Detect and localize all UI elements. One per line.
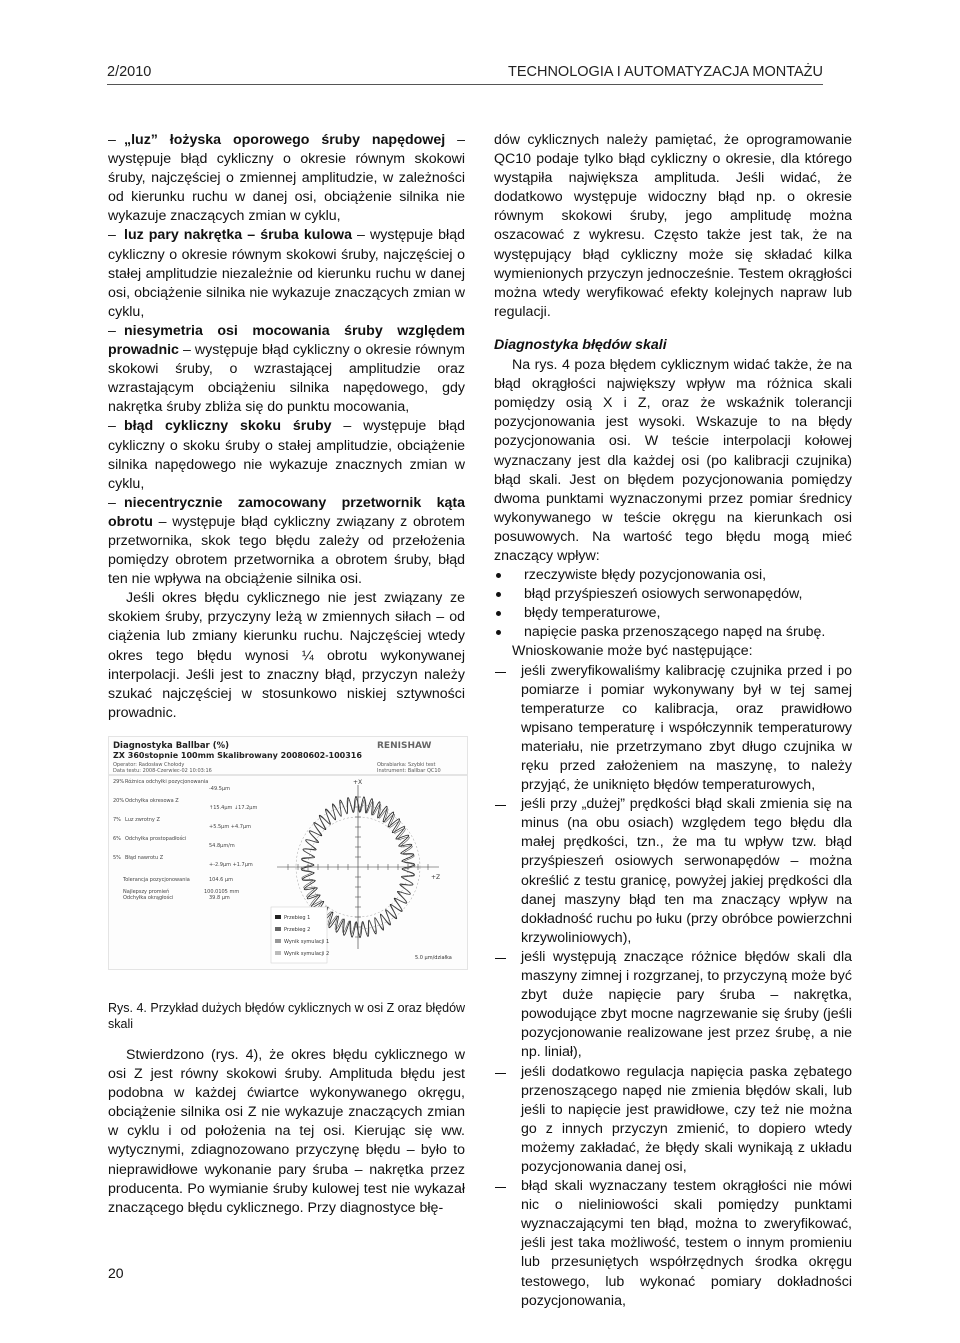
paragraph: Jeśli okres błędu cyklicznego nie jest związany ze skokiem śruby, przyczyny leżą w zmiennych siłach – od ciążenia lub zmiany kierunku ruchu. Najczęściej wtedy okres tego błędu wynosi ¼ obrotu wykonywanej interpolacji. Jeśli jest to znaczny błąd, przyczyn należy szukać najczęściej w stosunkowo niskiej sztywności prowadnic. bbox=[108, 590, 465, 721]
radius-label: Najlepszy promień bbox=[123, 889, 170, 895]
paragraph: dów cyklicznych należy pamiętać, że oprogramowanie QC10 podaje tylko błąd cykliczny o okresie, dla którego wystąpiła największa amplituda. Jeśli widać, że dodatkowo występuje widoczny błąd np. o okresie równym skokowi śruby, jego amplitudę można oszacować z wykresu. Często także jest tak, że na występujący błąd cykliczny może się składać kilka wymienionych przyczyn jednocześnie. Testem okrągłości można wtedy weryfikować efekty kolejnych napraw lub regulacji. bbox=[494, 132, 852, 320]
diag-value: +5.5μm +4.7μm bbox=[209, 824, 251, 830]
diag-value: 54.8μm/m bbox=[209, 843, 235, 849]
page-number: 20 bbox=[108, 1265, 124, 1281]
legend bbox=[271, 907, 329, 963]
paragraph: Wnioskowanie może być następujące: bbox=[512, 643, 753, 660]
header-journal: TECHNOLOGIA I AUTOMATYZACJA MONTAŻU bbox=[507, 64, 823, 80]
bullet-list bbox=[494, 566, 852, 642]
list-item: jeśli zweryfikowaliśmy kalibrację czujnika przed i po pomiarze i pomiar wykonywany był w tej samej temperaturze co kalibracja, oraz prawidłowo wpisano temperaturę i współczynnik temperaturowy materiału, nie przetrzymano zbyt długo czujnika w ręku przed założeniem na maszynę, to należy przyjąć, że uniknięto błędów temperaturowych, bbox=[494, 662, 852, 796]
description: – występuje błąd cykliczny związany z obrotem przetwornika, skok tego błędu zależy od przełożenia pomiędzy obrotem przetwornika a obrotem śruby, błąd ten nie wpływa na obciążenie silnika osi. bbox=[108, 513, 465, 588]
diag-percent: 7% bbox=[113, 817, 121, 823]
list-item: napięcie paska przenoszącego napęd na śrubę. bbox=[494, 623, 852, 642]
ballbar-plot bbox=[109, 737, 467, 969]
renishaw-logo: RENISHAW bbox=[377, 741, 432, 751]
term: błąd cykliczny skoku śruby bbox=[124, 418, 332, 435]
term: niecentrycznie zamocowany przetwornik kąta obrotu bbox=[108, 494, 465, 530]
legend-item: Przebieg 1 bbox=[284, 915, 311, 921]
diag-label: Odchyłka prostopadłości bbox=[125, 836, 187, 842]
description: – występuje błąd cykliczny o okresie równym skokowi śruby, o wzrastającej amplitudzie oraz wzrastającym obciążeniu silnika napędowego, gdy nakrętka śruby zbliża się do punktu mocowania, bbox=[108, 342, 465, 416]
list-item: błędy temperaturowe, bbox=[494, 604, 852, 623]
diag-label: Luz zwrotny Z bbox=[125, 817, 160, 823]
legend-item: Wynik symulacji 1 bbox=[284, 939, 330, 945]
section-heading: Diagnostyka błędów skali bbox=[494, 336, 667, 353]
term: „luz” łożyska oporowego śruby napędowej bbox=[124, 132, 446, 148]
diag-percent: 29% bbox=[113, 779, 125, 785]
scale-label: 5.0 μm/działka bbox=[415, 955, 452, 961]
diag-percent: 5% bbox=[113, 855, 121, 861]
axis-z-label: +Z bbox=[431, 874, 441, 881]
figure-subtitle: ZX 360stopnie 100mm Skalibrowany 20080602-100316 bbox=[113, 751, 362, 760]
list-item: jeśli przy „dużej” prędkości błąd skali zmienia się na minus (na obu osiach) względem tego błędu dla małej prędkości, tzn., że ma tu wpływ tzw. błąd przyśpieszeń osiowych serwonapędów – można określić z testu granicę, powyżej jakiej prędkości dla danej maszyny błąd ten ma znaczący wpływ na dokładność ruchu po łuku (przy obróbce powierzchni krzywoliniowych), bbox=[494, 795, 852, 948]
roundness-value: 39.8 μm bbox=[209, 895, 230, 901]
term: luz pary nakrętka – śruba kulowa bbox=[124, 227, 352, 244]
diag-value: ↑15.4μm ↓17.2μm bbox=[209, 805, 258, 811]
list-item: jeśli dodatkowo regulacja napięcia paska zębatego przenoszącego napęd nie zmienia błędów skali, lub jeśli to napięcie jest prawidłowe, czy też nie można go z innych przyczyn zmienić, to dopiero wtedy możemy zakładać, że błędy skali wynikają z układu pozycjonowania danej osi, bbox=[494, 1063, 852, 1178]
tolerance-label: Tolerancja pozycjonowania bbox=[123, 877, 190, 883]
legend-swatch-sim-2 bbox=[275, 951, 281, 955]
list-item: – „luz” łożyska oporowego śruby napędowej – występuje błąd cykliczny o okresie równym skokowi śruby, najczęściej o zmiennej amplitudzie, w zależności od kierunku ruchu w danej osi, obciążenie silnika nie wykazuje znaczących zmian w cyklu, bbox=[108, 132, 465, 225]
list-item: – niesymetria osi mocowania śruby względem prowadnic – występuje błąd cykliczny o okresie równym skokowi śruby, o wzrastającej amplitudzie oraz wzrastającym obciążeniu silnika napędowego, gdy nakrętka śruby zbliża się do punktu mocowania, bbox=[108, 322, 465, 416]
figure-ballbar-diagnostics bbox=[108, 736, 468, 970]
roundness-label: Odchyłka okrągłości bbox=[123, 895, 174, 901]
right-column bbox=[494, 131, 852, 1311]
figure-title: Diagnostyka Ballbar (%) bbox=[113, 741, 229, 751]
term: niesymetria osi mocowania śruby względem prowadnic bbox=[108, 322, 465, 359]
diag-label: Odchyłka okresowa Z bbox=[125, 798, 179, 804]
list-item: – niecentrycznie zamocowany przetwornik kąta obrotu – występuje błąd cykliczny związany z obrotem przetwornika, skok tego błędu zależy od przełożenia pomiędzy obrotem przetwornika a obrotem śruby, błąd ten nie wpływa na obciążenie silnika osi. bbox=[108, 494, 465, 588]
list-item: błąd skali wyznaczany testem okrągłości nie mówi nic o nieliniowości skali pomiędzy punktami wyznaczającymi ten błąd, można to zweryfikować, jeśli jest taka możliwość, testem o innym promieniu lub przesuniętych współrzędnych środka okręgu testowego, lub wykonać pomiary dokładności pozycjonowania, bbox=[494, 1177, 852, 1311]
diag-percent: 20% bbox=[113, 798, 125, 804]
left-column-bottom bbox=[108, 1046, 465, 1218]
figure-test-date: Data testu: 2008-Czerwiec-02 10:03:16 bbox=[113, 768, 212, 774]
figure-instrument: Instrument: Ballbar QC10 bbox=[377, 768, 441, 774]
conclusion-list bbox=[494, 662, 852, 1311]
description: – występuje błąd cykliczny o okresie równym skokowi śruby, najczęściej o stałej amplitudzie niezależnie od kierunku ruchu w danej osi, obciążenie silnika nie wykazuje znaczących zmian w cyklu, bbox=[108, 227, 465, 320]
legend-item: Przebieg 2 bbox=[284, 927, 311, 933]
legend-swatch-run-2 bbox=[275, 927, 281, 931]
paragraph: Stwierdzono (rys. 4), że okres błędu cyklicznego w osi Z jest równy skokowi śruby. Amplituda błędu jest podobna w każdej ćwiartce wykonywanego okręgu, obciążenie silnika osi Z nie wykazuje znaczących zmian w cyklu i od położenia na tej osi. Kierując się ww. wytycznymi, zdiagnozowano przyczynę błędu – było to nieprawidłowe wykonanie pary śruba – nakrętka przez producenta. Po wymianie śruby kulowej test nie wykazał znaczącego błędu cyklicznego. Przy diagnostyce błę- bbox=[108, 1047, 465, 1216]
axis-x-label: +X bbox=[353, 779, 363, 786]
description: – występuje błąd cykliczny o skoku śruby o stałej amplitudzie, obciążenie silnika napędowego nie wykazuje znacznych zmian w cyklu, bbox=[108, 418, 465, 492]
figure-machine: Obrabiarka: Szybki test bbox=[377, 762, 436, 768]
header-issue: 2/2010 bbox=[107, 64, 152, 80]
paragraph: Na rys. 4 poza błędem cyklicznym widać także, że na błąd okrągłości największy wpływ ma różnica skali pomiędzy osią X i Z, oraz że wskaźnik tolerancji pozycjonowania jest wysoki. Wskazuje to na błędy pozycjonowania osi. W teście interpolacji kołowej wyznaczany jest dla każdej osi (po kalibracji czujnika) błąd skali. Jest on błędem pozycjonowania pomiędzy dwoma punktami wyznaczonymi przez pomiar średnicy wykonywanego w teście okręgu na kierunkach osi posuwowych. Na wartość tego błędu mogą mieć znaczący wpływ: bbox=[494, 357, 852, 564]
diag-label: Różnica odchyłki pozycjonowania bbox=[125, 779, 209, 785]
diagnostic-rows bbox=[113, 778, 257, 868]
list-item: rzeczywiste błędy pozycjonowania osi, bbox=[494, 566, 852, 585]
diag-value: -49.5μm bbox=[209, 786, 230, 792]
diag-percent: 6% bbox=[113, 836, 121, 842]
diag-label: Błąd nawrotu Z bbox=[125, 855, 164, 861]
header-rule bbox=[107, 84, 823, 85]
list-item: jeśli występują znaczące różnice błędów skali dla maszyny zimnej i rozgrzanej, to przyczyną może być zbyt duże napięcie pary śruba – nakrętka, powodujące zbyt mocne nagrzewanie się śruby (jeśli pozycjonowanie realizowane jest przez śrubę, a nie np. liniał), bbox=[494, 948, 852, 1063]
list-item: – błąd cykliczny skoku śruby – występuje błąd cykliczny o skoku śruby o stałej amplitudzie, obciążenie silnika napędowego nie wykazuje znacznych zmian w cyklu, bbox=[108, 418, 465, 492]
radius-value: 100.0105 mm bbox=[204, 889, 240, 895]
figure-operator: Operator: Radosław Chołody bbox=[113, 762, 185, 768]
list-item: – luz pary nakrętka – śruba kulowa – występuje błąd cykliczny o okresie równym skokowi śruby, najczęściej o stałej amplitudzie niezależnie od kierunku ruchu w danej osi, obciążenie silnika nie wykazuje znaczących zmian w cyklu, bbox=[108, 227, 465, 320]
diag-value: +-2.9μm +1.7μm bbox=[209, 862, 253, 868]
tolerance-value: 104.6 μm bbox=[209, 877, 233, 883]
legend-swatch-run-1 bbox=[275, 915, 281, 919]
figure-caption: Rys. 4. Przykład dużych błędów cyklicznych w osi Z oraz błędów skali bbox=[108, 1001, 466, 1031]
description: – występuje błąd cykliczny o okresie równym skokowi śruby, najczęściej o zmiennej amplitudzie, w zależności od kierunku ruchu w danej osi, obciążenie silnika nie wykazuje znaczących zmian w cyklu, bbox=[108, 132, 465, 225]
left-column bbox=[108, 131, 465, 723]
list-item: błąd przyśpieszeń osiowych serwonapędów, bbox=[494, 585, 852, 604]
legend-item: Wynik symulacji 2 bbox=[284, 951, 330, 957]
legend-swatch-sim-1 bbox=[275, 939, 281, 943]
